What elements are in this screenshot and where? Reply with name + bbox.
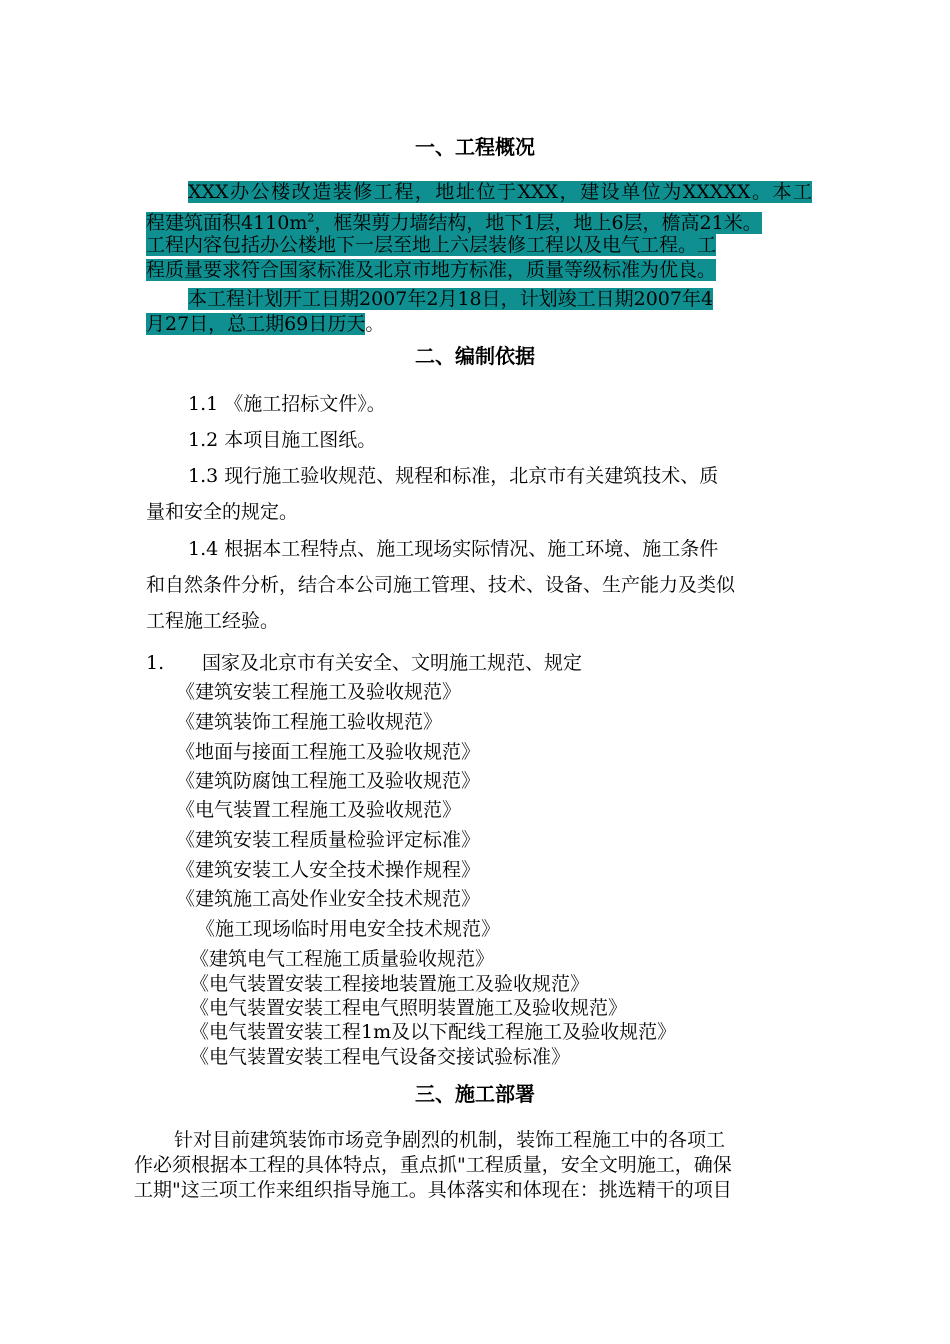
standard-item: 《建筑安装工程施工及验收规范》 [176,681,462,703]
overview-paragraph-1-line-3: 工程内容包括办公楼地下一层至地上六层装修工程以及电气工程。工 [146,234,717,256]
standard-item: 《施工现场临时用电安全技术规范》 [196,918,501,940]
basis-item-1-3-line-2: 量和安全的规定。 [146,501,299,523]
section-title-deployment: 三、施工部署 [415,1082,535,1106]
deployment-paragraph-line-2: 作必须根据本工程的具体特点，重点抓"工程质量，安全文明施工，确保 [134,1154,732,1176]
standard-item: 《地面与接面工程施工及验收规范》 [176,741,481,763]
standard-item: 《建筑安装工人安全技术操作规程》 [176,859,481,881]
standard-item: 《建筑电气工程施工质量验收规范》 [190,948,495,970]
section-title-basis: 二、编制依据 [415,344,535,368]
basis-item-1-4-line-3: 工程施工经验。 [146,610,280,632]
overview-paragraph-2-line-1: 本工程计划开工日期2007年2月18日，计划竣工日期2007年4 [188,288,714,310]
deployment-paragraph-line-1: 针对目前建筑装饰市场竞争剧烈的机制，装饰工程施工中的各项工 [174,1129,726,1151]
overview-paragraph-2-line-2: 月27日，总工期69日历天。 [146,313,385,335]
deployment-paragraph-line-3: 工期"这三项工作来组织指导施工。具体落实和体现在：挑选精干的项目 [134,1179,732,1201]
section-title-overview: 一、工程概况 [415,135,535,159]
standard-item: 《电气装置工程施工及验收规范》 [176,799,462,821]
standard-item: 《电气装置安装工程1m及以下配线工程施工及验收规范》 [190,1021,677,1043]
standard-item: 《电气装置安装工程接地装置施工及验收规范》 [190,973,590,995]
basis-item-1-3-line-1: 1.3 现行施工验收规范、规程和标准，北京市有关建筑技术、质 [188,465,719,487]
standard-item: 《建筑施工高处作业安全技术规范》 [176,888,481,910]
standard-item: 《电气装置安装工程电气设备交接试验标准》 [190,1046,571,1068]
overview-paragraph-1-line-2: 程建筑面积$4110m^2$，框架剪力墙结构，地下1层，地上6层，檐高21米。 [146,212,762,235]
standard-item: 《电气装置安装工程电气照明装置施工及验收规范》 [190,997,628,1019]
basis-item-1-4-line-1: 1.4 根据本工程特点、施工现场实际情况、施工环境、施工条件 [188,538,719,560]
standards-list-number: 1. [146,652,165,674]
basis-item-1-4-line-2: 和自然条件分析，结合本公司施工管理、技术、设备、生产能力及类似 [146,574,736,596]
standard-item: 《建筑装饰工程施工验收规范》 [176,711,443,733]
basis-item-1-2: 1.2 本项目施工图纸。 [188,429,377,451]
basis-item-1-1: 1.1 《施工招标文件》。 [188,393,386,415]
standard-item: 《建筑防腐蚀工程施工及验收规范》 [176,770,481,792]
standard-item: 《建筑安装工程质量检验评定标准》 [176,829,481,851]
overview-paragraph-1-line-1: XXX办公楼改造装修工程，地址位于XXX，建设单位为XXXXX。本工 [188,181,812,203]
overview-paragraph-1-line-4: 程质量要求符合国家标准及北京市地方标准，质量等级标准为优良。 [146,259,717,281]
standards-list-heading: 国家及北京市有关安全、文明施工规范、规定 [202,652,583,674]
